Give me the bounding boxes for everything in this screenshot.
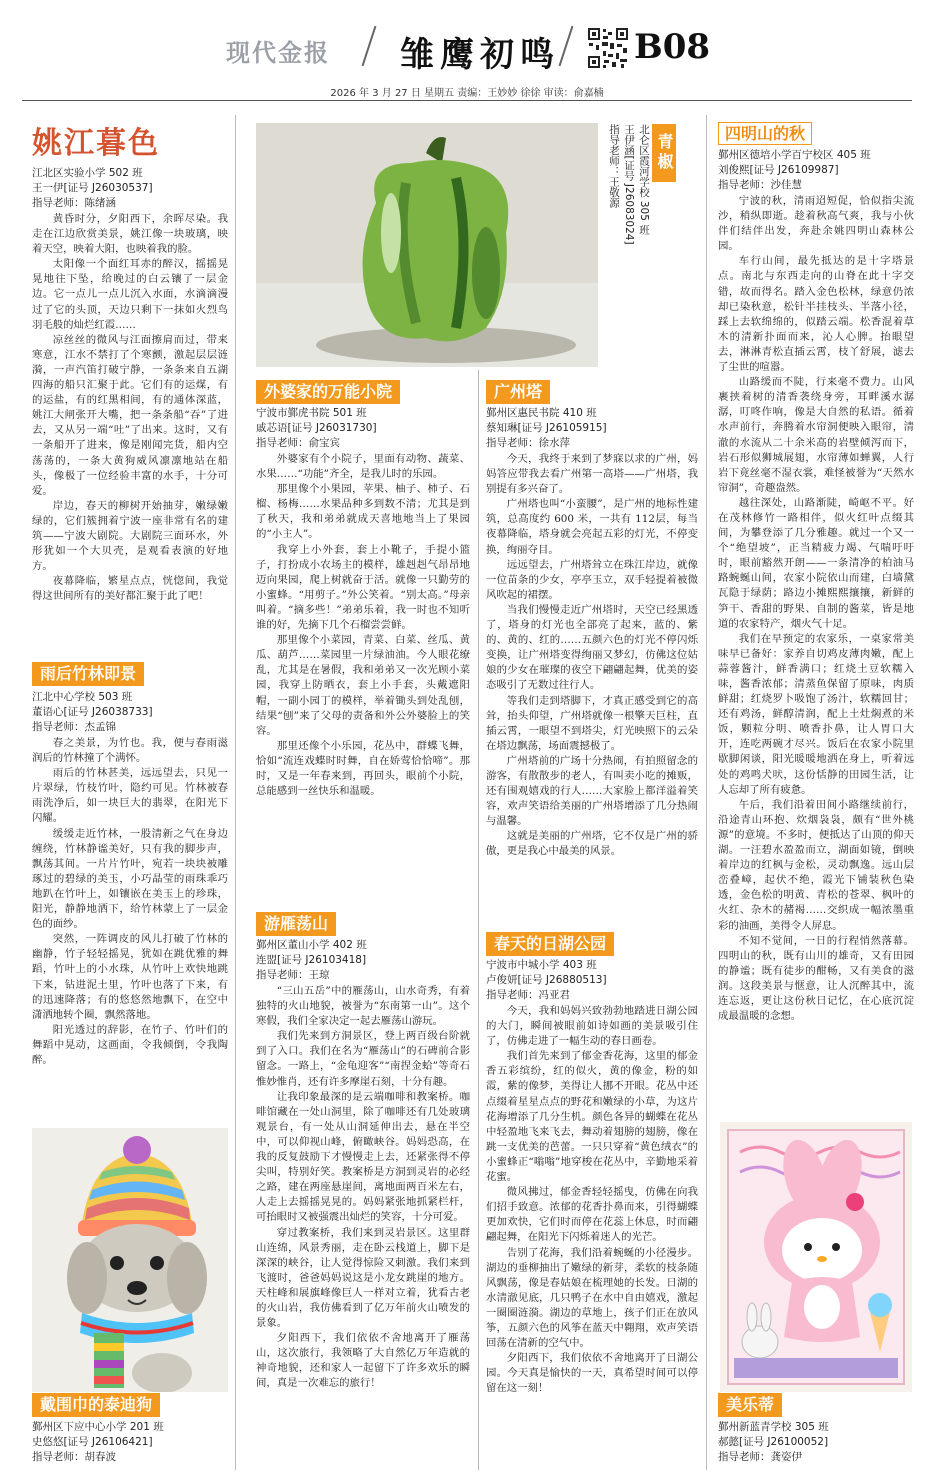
paragraph: 凉丝丝的微风与江面擦肩而过，带来寒意，江水不禁打了个寒颤，激起层层涟漪，一声汽笛打破宁静，一条条来自五湖四海的船只汇聚于此。它们有的运煤，有的运盐，有的红黑相间，有的通体深蓝，姚江大闸张开大嘴，把一条条船“吞”了进去，又从另一端“吐”了出来。这时，又有一条船开了进来，像是刚闻完货，船内空荡荡的，一条大黄狗威风凛凛地站在船头，像极了一位经验丰富的水手，十分可爱。 xyxy=(32,333,228,497)
author-info xyxy=(486,958,698,1003)
paragraph: 不知不觉间，一日的行程悄然落幕。四明山的秋，既有山川的雄奇，又有田园的静谧；既有徒步的酣畅，又有美食的滋润。这段美景与惬意，让人沉醉其中，流连忘返，更让这份秋日记忆，在心底沉淀成最温暖的念想。 xyxy=(718,934,914,1023)
author-name: 史悠悠[证号 J26106421] xyxy=(32,1436,153,1448)
author-name: 董语心[证号 J26038733] xyxy=(32,706,153,718)
article-title: 广州塔 xyxy=(486,380,550,404)
paragraph: 春之美景，为竹也。我，便与春雨滋润后的竹林撞了个满怀。 xyxy=(32,737,228,765)
paragraph: 黄昏时分，夕阳西下，余晖尽染。我走在江边欣赏美景，姚江像一块玻璃，映着天空，映着大阳，也映着我的脸。 xyxy=(32,213,228,256)
article-title: 美乐蒂 xyxy=(718,1393,782,1417)
paragraph: 我穿上小外套，套上小靴子，手提小篮子，打扮成小农场主的模样，雄赳赳气昂昂地迈向果园，爬上树就奋于活。就像一只勤劳的小蜜蜂。“用剪子。”外公笑着。“别太高。”母亲叫着。“摘多些！”弟弟乐着，我一时也不知听谁的好，先摘下几个石榴尝尝鲜。 xyxy=(256,543,470,632)
paragraph: 雨后的竹林甚美，远远望去，只见一片翠绿，竹枝竹叶，隐约可见。竹林被春雨洗净后，如一块巨大的翡翠，在阳光下闪耀。 xyxy=(32,767,228,825)
paragraph: 宁波的秋，清雨迢短促，恰似指尖流沙，稍纵即逝。趁着秋高气爽，我与小伙伴们结伴出发，奔赴余姚四明山森林公园。 xyxy=(718,195,914,253)
issue-info: 2026 年 3 月 27 日 星期五 责编：王妙妙 徐徐 审读：俞嘉楠 xyxy=(330,88,604,99)
article-title: 戴围巾的泰迪狗 xyxy=(32,1393,160,1417)
paragraph: 今天，我和妈妈兴致勃勃地踏进日湖公园的大门，瞬间被眼前如诗如画的美景吸引住了，仿佛走进了一幅生动的春日画卷。 xyxy=(486,1005,698,1048)
masthead xyxy=(0,0,934,99)
author-school: 宁波市中城小学 403 班 xyxy=(486,959,597,971)
paragraph: 太阳像一个面红耳赤的醉汉，摇摇晃晃地往下坠，给晚过的白云镶了一层金边。它一点儿一点儿沉入水面，水滴滴漫过了它的头顶，天边只剩下一抹如火烈鸟羽毛般的灿烂红霞…… xyxy=(32,258,228,331)
author-info xyxy=(32,166,228,211)
article-title: 雨后竹林即景 xyxy=(32,662,144,686)
article-body xyxy=(256,452,470,910)
paragraph: 我们在早预定的农家乐，一桌家常美味早已备好：家养自切鸡皮薄肉嫩，配上蒜蓉酱汁，鲜香满口；红烧土豆软糯入味，酱香浓郁；清蒸鱼保留了原味，肉质鲜甜；红烧罗卜吸饱了汤汁，软糯回甘；还有鸡汤，鲜醇清润，配上土灶焖煮的米饭，颗粒分明、喷香扑鼻，让人胃口大开，连吃两碗才尽兴。饭后在农家小院里歇脚闲谈，阳光暖暖地洒在身上，听着远处的鸡鸣犬吠，这份恬静的田园生活，让人忘却了所有疲惫。 xyxy=(718,632,914,796)
paragraph: 微风拂过，郁金香轻轻摇曳，仿佛在向我们招手致意。浓郁的花香扑鼻而来，引得蝴蝶更加欢快，它们时而停在花蕊上休息，时而翩翩起舞，在阳光下闪烁着迷人的光芒。 xyxy=(486,1186,698,1244)
paragraph: 那里像个小菜园，青菜、白菜、丝瓜、黄瓜、葫芦……菜园里一片绿油油。今人眼花缭乱，尤其是在暑假，我和弟弟又一次光顾小菜园，我穿上防晒衣，套上小手套，头戴遮阳帽，一副小园丁的模样，举着锄头到处乱刨，结果“刨”来了父母的责备和外公外婆脸上的笑容。 xyxy=(256,634,470,737)
author-info xyxy=(718,1420,914,1465)
paragraph: 山路缓而不陡，行来毫不费力。山风裹挟着树的清香袭绕身旁，耳畔溪水潺潺，叮咚作响，像是大自然的私语。循着水声前行，奔腾着水帘洞便映入眼帘，清澈的水流从二十余米高的岩壁倾泻而下，岩石形似狮城展翅，水帘薄如蝉翼，人行岩下竟丝毫不湿衣裳，难怪被誉为“天然水帘洞”，奇趣盎然。 xyxy=(718,376,914,494)
author-name: 王一伊[证号 J26030537] xyxy=(32,182,153,194)
author-name: 王伊涵[证号 J26083024] xyxy=(623,124,635,245)
page-number: B08 xyxy=(634,27,711,67)
article-body xyxy=(32,212,228,662)
author-info xyxy=(606,124,651,254)
article-title: 春天的日湖公园 xyxy=(486,932,614,956)
header-divider xyxy=(362,26,377,67)
header-divider xyxy=(559,26,574,67)
paragraph: 那里像个小果园，苹果、柚子、柿子、石榴、杨梅……水果品种多到数不清；尤其是到了秋天，我和弟弟就成天喜地地当上了果园的“小主人”。 xyxy=(256,483,470,541)
paragraph: 这就是美丽的广州塔，它不仅是广州的骄傲，更是我心中最美的风景。 xyxy=(486,830,698,858)
author-teacher: 指导老师：陈绪涵 xyxy=(32,197,116,209)
paragraph: 广州塔也叫“小蛮腰”，是广州的地标性建筑，总高度约 600 米，一共有 112层，每当夜幕降临，塔身就会亮起五彩的灯光，不停变换，绚丽夺目。 xyxy=(486,498,698,556)
paragraph: 穿过教案桥，我们来到灵岩景区。这里群山连绵，风景秀丽，走在卧云栈道上，脚下是深深的峡谷，让人觉得惊险又刺激。我们来到飞渡时，爸爸妈妈说这是小龙女跳崖的地方。天柱峰和展旗峰像巨人一样对立着，犹看古老的火山岩，我仿佛看到了亿万年前火山喷发的景象。 xyxy=(256,1226,470,1330)
paragraph: 告别了花海，我们沿着蜿蜒的小径漫步。湖边的垂柳抽出了嫩绿的新芽，柔软的枝条随风飘荡，像是春姑娘在梳理她的长发。日湖的水清澈见底，几只鸭子在水中自由嬉戏，激起一圈圈涟漪。湖边的草地上，孩子们正在放风筝，五颜六色的风筝在蓝天中翱翔，欢声笑语回荡在清新的空气中。 xyxy=(486,1246,698,1350)
article-body xyxy=(256,984,470,1454)
teddy-dog-drawing xyxy=(32,1128,228,1392)
paragraph: 等我们走到塔脚下，才真正感受到它的高耸，抬头仰望，广州塔就像一根擎天巨柱，直插云霄，一眼望不到塔尖，灯光映照下的云朵在塔边飘荡，场面震撼极了。 xyxy=(486,694,698,752)
section-title: 雏鹰初鸣 xyxy=(400,35,560,75)
author-info xyxy=(32,1420,228,1465)
author-teacher: 指导老师：杰孟锦 xyxy=(32,721,116,733)
author-school: 鄞州区德培小学百宁校区 405 班 xyxy=(718,149,871,161)
paragraph: 越往深处，山路渐陡，崎岖不平。好在茂林修竹一路相伴，似火红叶点缀其间，为攀登添了几分雅趣。就过一个又一个“绝望坡”，正当精疲力竭、气喘吁吁时，眼前豁然开朗——一条清净的柏油马路蜿蜒山间，农家小院依山而建，白墙黛瓦隐于绿荫；路边小摊熙熙攘攘，新鲜的笋干、香甜的野果、自制的酱菜，皆是地道的农家特产，烟火气十足。 xyxy=(718,496,914,630)
author-school: 江北中心学校 503 班 xyxy=(32,691,133,703)
paragraph: 远远望去，广州塔耸立在珠江岸边，就像一位苗条的少女，亭亭玉立，双手轻提着被微风吹起的裙摆。 xyxy=(486,558,698,601)
paragraph: 夜幕降临，繁星点点，恍惚间，我觉得这世间所有的美好都汇聚于此了吧！ xyxy=(32,575,228,603)
article-title: 青椒 xyxy=(652,124,676,182)
paragraph: “三山五岳”中的雁荡山，山水奇秀，有着独特的火山地貌，被誉为“东南第一山”。这个寒假，我们全家决定一起去雁荡山游玩。 xyxy=(256,985,470,1028)
paragraph: 外婆家有个小院子，里面有动物、蔬菜、水果……“功能”齐全，是我儿时的乐园。 xyxy=(256,453,470,481)
author-info xyxy=(718,148,914,193)
paragraph: 车行山间，最先抵达的是十字塔景点。南北与东西走向的山脊在此十字交错，故而得名。踏入金色松林，绿意仍浓却已染秋意，松针半挂枝头、半落小径，踩上去软绵绵的，似踏云端。松香混着草木的清新扑面而来，沁人心脾。抬眼望去，淋淋青松直插云霄，枝丫舒展，滤去了尘世的喧嚣。 xyxy=(718,255,914,374)
author-name: 戚芯语[证号 J26031730] xyxy=(256,422,377,434)
paragraph: 夕阳西下，我们依依不舍地离开了日湖公园。今天真是愉快的一天，真希望时间可以停留在这一刻！ xyxy=(486,1352,698,1395)
paragraph: 今天，我终于来到了梦寐以求的广州，妈妈答应带我去看广州第一高塔——广州塔，我别提有多兴奋了。 xyxy=(486,453,698,496)
author-teacher: 指导老师：沙佳慧 xyxy=(718,179,802,191)
column-divider xyxy=(706,115,707,1470)
article-title: 四明山的秋 xyxy=(718,122,812,145)
column-divider xyxy=(235,115,236,1470)
author-info xyxy=(256,938,470,983)
author-name: 连盟[证号 J26103418] xyxy=(256,954,367,966)
author-school: 北仑区霞河学校 305 班 xyxy=(638,124,650,235)
newspaper-name: 现代金报 xyxy=(226,38,330,67)
header-rule xyxy=(22,100,912,101)
paragraph: 午后，我们沿着田间小路继续前行，沿途青山环抱、炊烟袅袅，颇有“世外桃源”的意境。不多时，便抵达了山顶的仰天湖。一汪碧水盈盈而立，湖面如镜，倒映着岸边的红枫与金松，灵动飘逸。远山层峦叠嶂，起伏不绝，霞光下铺装秋色染透，金色松的明黄、青松的苍翠、枫叶的火红、杂木的赭褐……交织成一幅浓墨重彩的油画，美得令人屏息。 xyxy=(718,798,914,932)
article-body xyxy=(32,736,228,1126)
column-divider xyxy=(478,370,479,1470)
paragraph: 缓缓走近竹林，一股清新之气在身边缠绕，竹林静谧美好，只有我的脚步声，飘荡其间。一片片竹叶，宛若一块块被雕琢过的碧绿的美玉，小巧晶莹的雨珠乖巧地趴在竹叶上，如镶嵌在美玉上的珍珠，阳光，静静地洒下，给竹林蒙上了一层金色的面纱。 xyxy=(32,827,228,931)
author-name: 郝懿[证号 J26100052] xyxy=(718,1436,829,1448)
qr-code-icon xyxy=(587,27,629,69)
paragraph: 岸边，春天的柳树开始抽芽，嫩绿嫩绿的，它们簇拥着宁波一座非常有名的建筑——宁波大剧院。大剧院三面环水，外形犹如一个大贝壳，是观看表演的好地方。 xyxy=(32,499,228,573)
article-title: 游雁荡山 xyxy=(256,912,336,936)
paragraph: 突然，一阵调皮的风儿打破了竹林的幽静，竹子轻轻摇晃，犹如在跳优雅的舞蹈，竹叶上的小水珠，从竹叶上欢快地跳下来，钻进泥土里，竹叶也落了下来，有的迅速降落；有的悠悠然地飘下，在空中潇洒地转个圈，飘然落地。 xyxy=(32,933,228,1021)
paragraph: 那里还像个小乐园，花丛中，群蝶飞舞，恰如“流连戏蝶时时舞，自在娇莺恰恰啼”。那时，又是一年春来到，再回头，眼前个小院，总能感到一丝快乐和温暖。 xyxy=(256,739,470,798)
author-teacher: 指导老师：龚姿伊 xyxy=(718,1451,802,1463)
paragraph: 广州塔前的广场十分热闹，有拍照留念的游客，有散散步的老人，有叫卖小吃的摊贩，还有围观嬉戏的行人……大家脸上都洋溢着笑容，欢声笑语给美丽的广州塔增添了几分热闹与温馨。 xyxy=(486,754,698,828)
author-teacher: 指导老师：胡春波 xyxy=(32,1451,116,1463)
author-school: 江北区实验小学 502 班 xyxy=(32,167,143,179)
article-body xyxy=(486,452,698,930)
author-name: 蔡知琳[证号 J26105915] xyxy=(486,422,607,434)
paragraph: 当我们慢慢走近广州塔时，天空已经黑透了，塔身的灯光也全部亮了起来，蓝的、紫的、黄的、红的……五颜六色的灯光不停闪烁变换，让广州塔变得绚丽又梦幻，仿佛这位姑娘的少女在璀璨的夜空下翩翩起舞，优美的姿态吸引了无数过往行人。 xyxy=(486,603,698,692)
paragraph: 夕阳西下，我们依依不舍地离开了雁荡山，这次旅行，我领略了大自然亿万年造就的神奇地貌，还和家人一起留下了许多欢乐的瞬间，真是一次难忘的旅行！ xyxy=(256,1332,470,1390)
article-title: 外婆家的万能小院 xyxy=(256,380,400,404)
article-title: 姚江暮色 xyxy=(32,126,160,161)
article-body xyxy=(718,194,914,1112)
my-melody-drawing xyxy=(720,1122,912,1392)
green-pepper-painting xyxy=(256,123,598,367)
author-teacher: 指导老师：王敬源 xyxy=(608,124,620,208)
author-teacher: 指导老师：俞宝宾 xyxy=(256,437,340,449)
article-body xyxy=(486,1004,698,1470)
author-school: 宁波市鄞虎书院 501 班 xyxy=(256,407,367,419)
author-info xyxy=(486,406,698,451)
paragraph: 让我印象最深的是云端咖啡和教案桥。咖啡馆藏在一处山洞里，除了咖啡还有几处玻璃观景台，有一处从山洞延伸出去，悬在半空中，可以仰视山峰，俯瞰峡谷。妈妈恐高，在我的反复鼓励下才慢慢走上去，还紧张得不停尖叫，特别好笑。教案桥是方洞到灵岩的必经之路，建在两座悬崖间，离地面两百米左右，人走上去摇摇晃晃的。妈妈紧张地抓紧栏杆，可抬眼时又被强震出灿烂的笑容，十分可爱。 xyxy=(256,1090,470,1224)
author-school: 鄞州区惠民书院 410 班 xyxy=(486,407,597,419)
author-teacher: 指导老师：冯亚君 xyxy=(486,989,570,1001)
paragraph: 我们先来到方洞景区，登上两百级台阶就到了入口。我们在名为“雁荡山”的石碑前合影留念。一路上，“金龟迎客”“南捏金蛤”等奇石惟妙惟肖，还有许多摩崖石刻，十分有趣。 xyxy=(256,1030,470,1088)
paragraph: 阳光透过的辞影，在竹子、竹叶们的舞蹈中晃动，这画面，令我倾倒，令我陶醉。 xyxy=(32,1023,228,1066)
author-info xyxy=(256,406,470,451)
author-teacher: 指导老师：王琼 xyxy=(256,969,330,981)
author-info xyxy=(32,690,228,735)
author-school: 鄞州新蓝青学校 305 班 xyxy=(718,1421,829,1433)
author-school: 鄞州区下应中心小学 201 班 xyxy=(32,1421,164,1433)
paragraph: 我们首先来到了郁金香花海，这里的郁金香五彩缤纷，红的似火，黄的像金，粉的如霞，紫的像梦，美得让人挪不开眼。花丛中还点缀着星星点点的野花和嫩绿的小草，为这片花海增添了几分生机。颜色各异的蝴蝶在花丛中轻盈地飞来飞去，舞动着翅膀的翅膀，像在跳一支优美的芭蕾。一只只穿着“黄色绒衣”的小蜜蜂正“嗡嗡”地穿梭在花丛中，辛勤地采着花蜜。 xyxy=(486,1050,698,1184)
author-name: 卢俊妍[证号 J26880513] xyxy=(486,974,607,986)
author-teacher: 指导老师：徐水萍 xyxy=(486,437,570,449)
author-name: 刘俊熙[证号 J26109987] xyxy=(718,164,839,176)
author-school: 鄞州区董山小学 402 班 xyxy=(256,939,367,951)
